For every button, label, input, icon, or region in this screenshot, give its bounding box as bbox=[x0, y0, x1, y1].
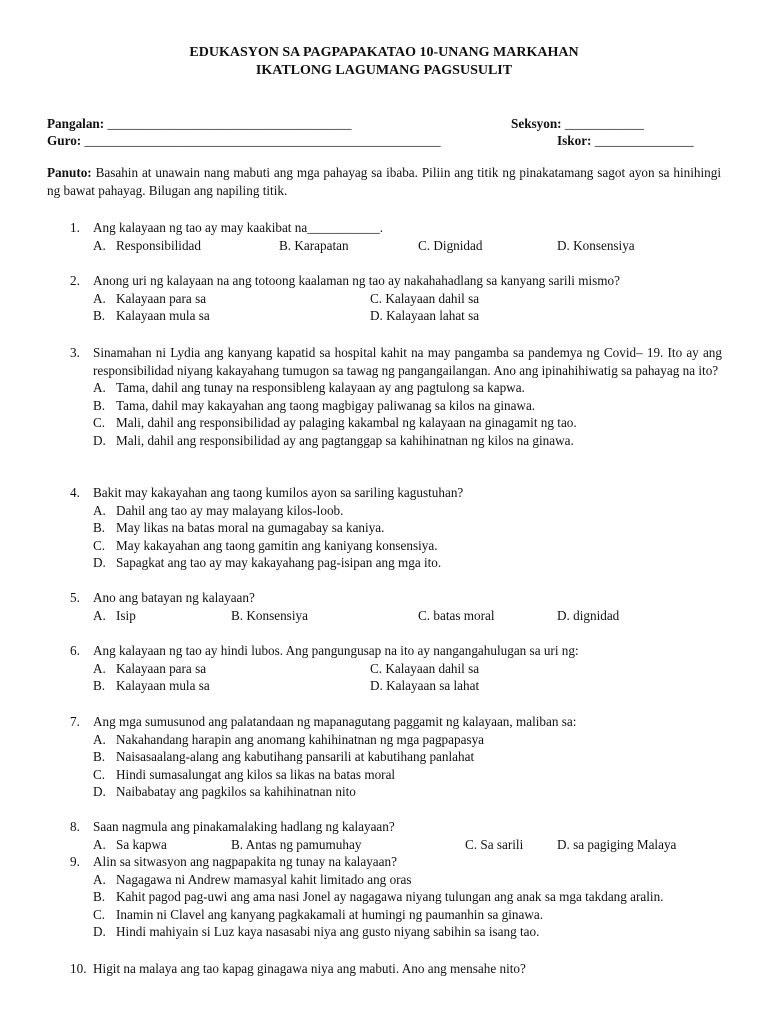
question-number: 2. bbox=[70, 273, 80, 288]
option-d[interactable]: D. Sapagkat ang tao ay may kakayahang pag-isipan ang mga ito. bbox=[93, 555, 442, 571]
question-text: Ang mga sumusunod ang palatandaan ng mapanagutang paggamit ng kalayaan, maliban sa: bbox=[93, 714, 577, 729]
option-d[interactable]: D. Kalayaan sa lahat bbox=[370, 678, 480, 694]
question-text: Ang kalayaan ng tao ay may kaakibat na___________. bbox=[93, 220, 384, 235]
instructions-text: Basahin at unawain nang mabuti ang mga pahayag sa ibaba. Piliin ang titik ng pinakatamang sagot ayon sa hinihingi ng bawat pahayag. Bilugan ang napiling titik. bbox=[47, 165, 721, 198]
question-2 bbox=[70, 272, 722, 325]
question-number: 5. bbox=[70, 590, 80, 605]
name-blank: _____________________________________ bbox=[107, 116, 352, 131]
question-text: Alin sa sitwasyon ang nagpapakita ng tunay na kalayaan? bbox=[93, 854, 397, 869]
question-number: 3. bbox=[70, 345, 80, 360]
question-number: 10. bbox=[70, 961, 87, 976]
option-c[interactable]: C. Kalayaan dahil sa bbox=[370, 290, 480, 306]
option-a[interactable]: A. Isip bbox=[93, 607, 136, 623]
name-field[interactable] bbox=[47, 115, 351, 133]
option-b[interactable]: B. Kalayaan mula sa bbox=[93, 678, 210, 694]
option-a[interactable]: A. Kalayaan para sa bbox=[93, 290, 207, 306]
question-number: 1. bbox=[70, 220, 80, 235]
option-d[interactable]: D. Hindi mahiyain si Luz kaya nasasabi niya ang gusto niyang sabihin sa isang tao. bbox=[93, 924, 540, 940]
question-1 bbox=[70, 219, 722, 254]
question-text: Saan nagmula ang pinakamalaking hadlang ng kalayaan? bbox=[93, 819, 395, 834]
option-b[interactable]: B. May likas na batas moral na gumagabay sa kaniya. bbox=[93, 520, 385, 536]
option-d[interactable]: D. Naibabatay ang pagkilos sa kahihinatnan nito bbox=[93, 784, 356, 800]
option-c[interactable]: C. Sa sarili bbox=[465, 836, 524, 852]
question-4 bbox=[70, 484, 722, 572]
exam-title: EDUKASYON SA PAGPAPAKATAO 10-UNANG MARKAHAN bbox=[189, 45, 579, 60]
score-label: Iskor: bbox=[557, 133, 592, 148]
name-label: Pangalan: bbox=[47, 116, 105, 131]
option-b[interactable]: B. Konsensiya bbox=[231, 607, 308, 623]
option-b[interactable]: B. Tama, dahil may kakayahan ang taong magbigay paliwanag sa kilos na ginawa. bbox=[93, 397, 536, 413]
question-text: Anong uri ng kalayaan na ang totoong kaalaman ng tao ay nakahahadlang sa kanyang sarili mismo? bbox=[93, 273, 620, 288]
option-d[interactable]: D. Konsensiya bbox=[557, 237, 635, 253]
section-field[interactable] bbox=[511, 115, 644, 133]
option-a[interactable]: A. Dahil ang tao ay may malayang kilos-loob. bbox=[93, 502, 344, 518]
instructions bbox=[47, 164, 721, 199]
question-number: 9. bbox=[70, 854, 80, 869]
question-3 bbox=[70, 344, 722, 450]
option-c[interactable]: C. Inamin ni Clavel ang kanyang pagkakamali at humingi ng paumanhin sa ginawa. bbox=[93, 906, 544, 922]
teacher-label: Guro: bbox=[47, 133, 82, 148]
question-text: Sinamahan ni Lydia ang kanyang kapatid sa hospital kahit na may pangamba sa pandemya ng Covid– 19. Ito ay ang responsibilidad niyang kakayahang tumugon sa tawag ng pangangailangan. Ano ang ipinahihiwatig sa pahayag na ito? bbox=[93, 345, 722, 378]
option-d[interactable]: D. Kalayaan lahat sa bbox=[370, 308, 480, 324]
option-a[interactable]: A. Responsibilidad bbox=[93, 237, 201, 253]
question-number: 7. bbox=[70, 714, 80, 729]
score-field[interactable] bbox=[557, 132, 694, 150]
question-7 bbox=[70, 713, 722, 801]
option-b[interactable]: B. Kalayaan mula sa bbox=[93, 308, 210, 324]
option-a[interactable]: A. Sa kapwa bbox=[93, 836, 167, 852]
question-8 bbox=[70, 818, 722, 853]
question-9 bbox=[70, 853, 722, 941]
section-blank: ____________ bbox=[564, 116, 644, 131]
option-b[interactable]: B. Karapatan bbox=[279, 237, 349, 253]
option-a[interactable]: A. Nagagawa ni Andrew mamasyal kahit limitado ang oras bbox=[93, 871, 412, 887]
question-text: Bakit may kakayahan ang taong kumilos ayon sa sariling kagustuhan? bbox=[93, 485, 464, 500]
option-b[interactable]: B. Kahit pagod pag-uwi ang ama nasi Jonel ay nagagawa niyang tulungan ang anak sa mga takdang aralin. bbox=[93, 889, 664, 905]
question-number: 8. bbox=[70, 819, 80, 834]
option-c[interactable]: C. batas moral bbox=[418, 607, 495, 623]
option-c[interactable]: C. Mali, dahil ang responsibilidad ay palaging kakambal ng kalayaan na ginagamit ng tao. bbox=[93, 415, 577, 431]
question-text: Ang kalayaan ng tao ay hindi lubos. Ang pangungusap na ito ay nangangahulugan sa uri ng: bbox=[93, 643, 579, 658]
option-b[interactable]: B. Antas ng pamumuhay bbox=[231, 836, 362, 852]
teacher-blank: ______________________________________________________ bbox=[84, 133, 441, 148]
section-label: Seksyon: bbox=[511, 116, 562, 131]
option-c[interactable]: C. May kakayahan ang taong gamitin ang kaniyang konsensiya. bbox=[93, 537, 438, 553]
option-c[interactable]: C. Hindi sumasalungat ang kilos sa likas na batas moral bbox=[93, 766, 396, 782]
teacher-field[interactable] bbox=[47, 132, 441, 150]
option-a[interactable]: A. Nakahandang harapin ang anomang kahihinatnan ng mga pagpapasya bbox=[93, 731, 485, 747]
question-text: Higit na malaya ang tao kapag ginagawa niya ang mabuti. Ano ang mensahe nito? bbox=[93, 961, 526, 976]
question-6 bbox=[70, 642, 722, 695]
score-blank: _______________ bbox=[594, 133, 694, 148]
question-number: 4. bbox=[70, 485, 80, 500]
question-5 bbox=[70, 589, 722, 624]
option-d[interactable]: D. sa pagiging Malaya bbox=[557, 836, 677, 852]
option-c[interactable]: C. Kalayaan dahil sa bbox=[370, 660, 480, 676]
question-10 bbox=[70, 960, 722, 978]
option-a[interactable]: A. Tama, dahil ang tunay na responsibleng kalayaan ay ang pagtulong sa kapwa. bbox=[93, 380, 525, 396]
instructions-label: Panuto: bbox=[47, 165, 92, 180]
option-c[interactable]: C. Dignidad bbox=[418, 237, 483, 253]
option-d[interactable]: D. dignidad bbox=[557, 607, 620, 623]
option-b[interactable]: B. Naisasaalang-alang ang kabutihang pansarili at kabutihang panlahat bbox=[93, 749, 475, 765]
exam-subtitle: IKATLONG LAGUMANG PAGSUSULIT bbox=[255, 63, 513, 78]
question-number: 6. bbox=[70, 643, 80, 658]
option-a[interactable]: A. Kalayaan para sa bbox=[93, 660, 207, 676]
question-text: Ano ang batayan ng kalayaan? bbox=[93, 590, 255, 605]
option-d[interactable]: D. Mali, dahil ang responsibilidad ay ang pagtanggap sa kahihinatnan ng kilos na ginawa. bbox=[93, 432, 574, 448]
